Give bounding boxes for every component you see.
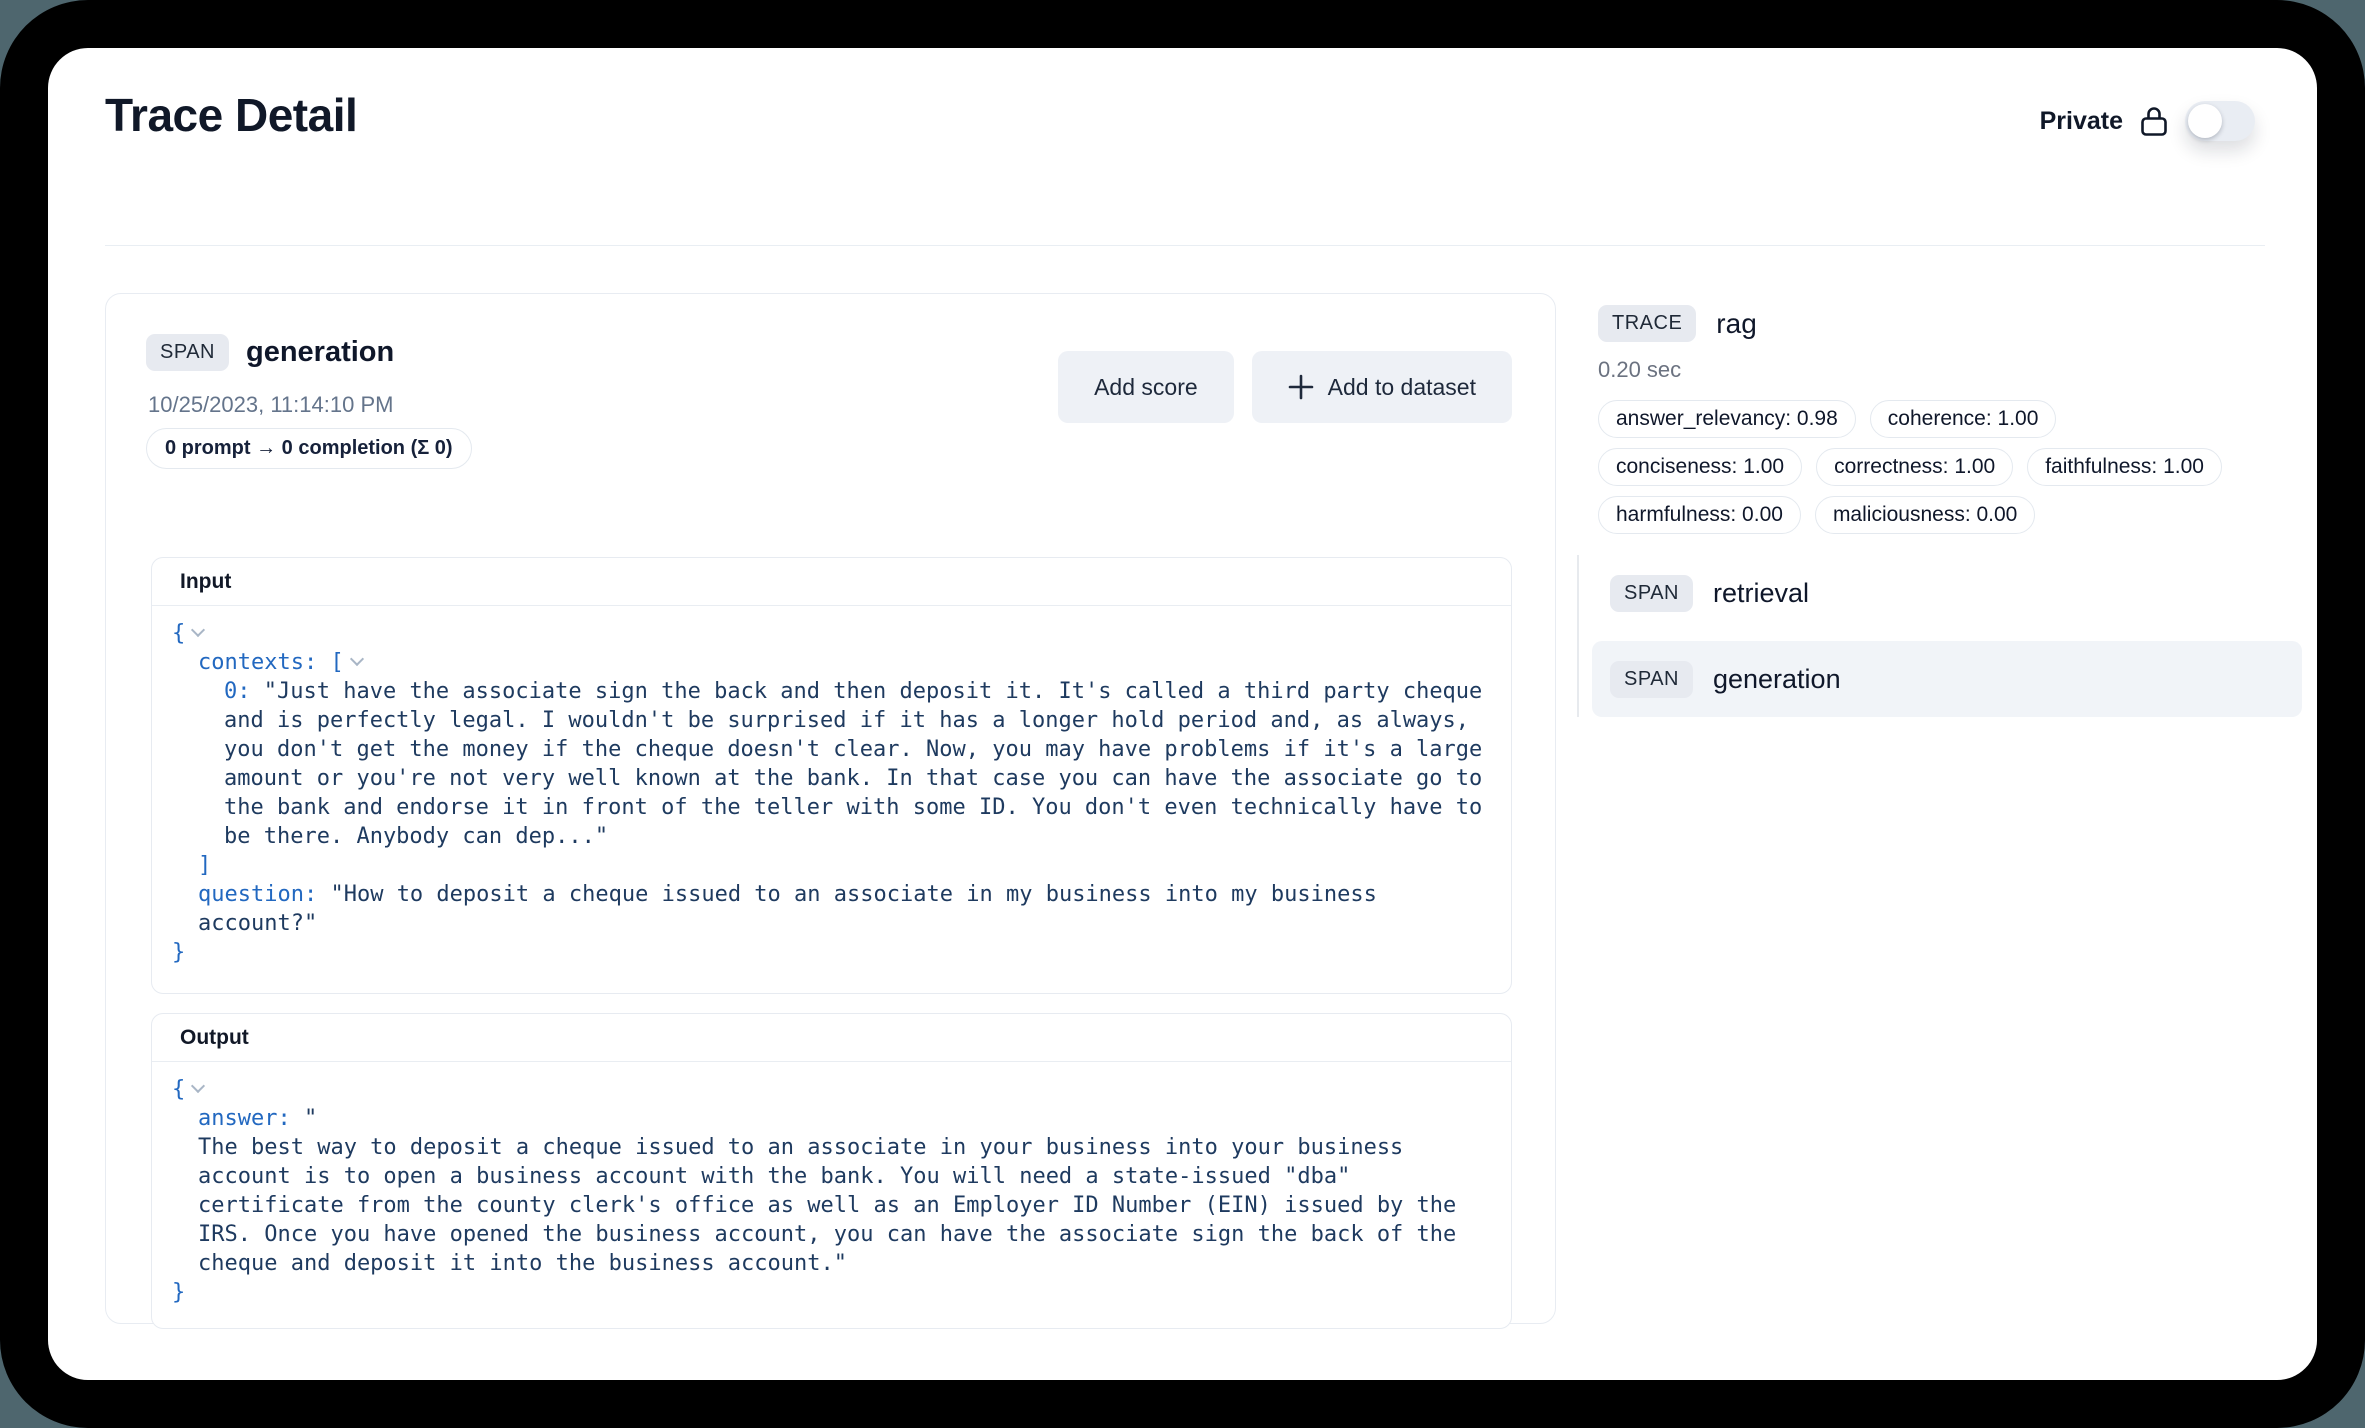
output-panel <box>151 1013 1512 1329</box>
code-punct: ] <box>198 853 212 878</box>
code-string: be there. Anybody can dep..." <box>224 824 609 849</box>
code-line <box>172 677 1491 706</box>
code-line <box>172 909 1491 938</box>
score-pill-row <box>1598 448 2317 486</box>
private-label: Private <box>2039 106 2123 135</box>
code-string: you don't get the money if the cheque doesn't clear. Now, you may have problems if it's a large <box>224 737 1483 762</box>
span-type-badge: SPAN <box>1610 575 1693 612</box>
span-type-badge: SPAN <box>1610 661 1693 698</box>
code-punct: } <box>172 940 186 965</box>
code-line <box>172 1104 1491 1133</box>
private-toggle-knob[interactable] <box>2188 104 2222 138</box>
code-string: amount or you're not very well known at the bank. In that case you can have the associate go to <box>224 766 1483 791</box>
code-string: the bank and endorse it in front of the teller with some ID. You don't even technically have to <box>224 795 1483 820</box>
lock-icon <box>2139 105 2169 137</box>
app-card <box>48 48 2317 1380</box>
collapse-chevron-icon[interactable] <box>192 624 205 637</box>
score-badge: faithfulness: 1.00 <box>2027 448 2222 486</box>
trace-duration: 0.20 sec <box>1598 357 1682 382</box>
code-string: cheque and deposit it into the business account." <box>198 1251 848 1276</box>
code-string: and is perfectly legal. I wouldn't be surprised if it has a longer hold period and, as always, <box>224 708 1470 733</box>
code-line <box>172 851 1491 880</box>
input-panel <box>151 557 1512 994</box>
input-json-viewer <box>152 606 1511 987</box>
header-divider <box>105 245 2265 246</box>
observation-title-row <box>146 334 394 371</box>
score-badge: maliciousness: 0.00 <box>1815 496 2035 534</box>
code-line <box>172 619 1491 648</box>
score-pill-row <box>1598 496 2317 534</box>
score-badges <box>1598 400 2317 534</box>
code-string: IRS. Once you have opened the business account, you can have the associate sign the back of the <box>198 1222 1457 1247</box>
trace-name: rag <box>1716 307 1757 339</box>
observation-name: generation <box>245 336 395 368</box>
score-badge: correctness: 1.00 <box>1816 448 2013 486</box>
code-string: certificate from the county clerk's office as well as an Employer ID Number (EIN) issued by the <box>198 1193 1457 1218</box>
score-badge: harmfulness: 0.00 <box>1598 496 1801 534</box>
code-line <box>172 648 1491 677</box>
observation-actions <box>1058 351 1512 423</box>
output-json-viewer <box>152 1062 1511 1327</box>
span-type-badge: SPAN <box>146 334 229 371</box>
code-line <box>172 1075 1491 1104</box>
observation-timestamp: 10/25/2023, 11:14:10 PM <box>148 392 394 417</box>
code-punct: { <box>172 621 186 646</box>
code-line <box>172 938 1491 967</box>
privacy-control <box>2040 101 2255 141</box>
code-line <box>172 1133 1491 1162</box>
code-line <box>172 822 1491 851</box>
code-line <box>172 706 1491 735</box>
collapse-chevron-icon[interactable] <box>351 653 364 666</box>
code-string: account is to open a business account with the bank. You will need a state-issued "dba" <box>198 1164 1351 1189</box>
span-item-generation[interactable] <box>1592 641 2302 717</box>
score-badge: conciseness: 1.00 <box>1598 448 1802 486</box>
code-string: The best way to deposit a cheque issued to an associate in your business into your business <box>198 1135 1404 1160</box>
span-item-label: retrieval <box>1712 577 1810 608</box>
token-usage-badge: 0 prompt → 0 completion (Σ 0) <box>146 428 472 469</box>
code-key: 0: <box>224 679 251 704</box>
code-string: account?" <box>198 911 318 936</box>
code-string: " <box>290 1106 318 1131</box>
code-punct: { <box>172 1077 186 1102</box>
code-string: "Just have the associate sign the back and then deposit it. It's called a third party cheque <box>250 679 1483 704</box>
code-key: question: <box>198 882 318 907</box>
code-line <box>172 764 1491 793</box>
code-line <box>172 1278 1491 1307</box>
code-line <box>172 880 1491 909</box>
observation-tree <box>1577 555 2302 717</box>
score-badge: answer_relevancy: 0.98 <box>1598 400 1856 438</box>
code-punct: } <box>172 1280 186 1305</box>
code-string: "How to deposit a cheque issued to an associate in my business into my business <box>317 882 1377 907</box>
observation-detail-card <box>105 293 1556 1324</box>
span-item-retrieval[interactable] <box>1592 555 2302 631</box>
add-to-dataset-label: Add to dataset <box>1327 373 1476 400</box>
code-line <box>172 793 1491 822</box>
add-to-dataset-button[interactable] <box>1252 351 1512 423</box>
collapse-chevron-icon[interactable] <box>192 1080 205 1093</box>
output-panel-title: Output <box>152 1014 1511 1062</box>
score-badge: coherence: 1.00 <box>1870 400 2057 438</box>
private-toggle[interactable] <box>2185 101 2255 141</box>
code-key: contexts: <box>198 650 318 675</box>
plus-icon <box>1288 374 1314 400</box>
span-item-label: generation <box>1712 663 1841 694</box>
code-key: answer: <box>198 1106 291 1131</box>
code-line <box>172 1249 1491 1278</box>
code-line <box>172 1162 1491 1191</box>
page-title: Trace Detail <box>105 89 358 141</box>
add-score-button[interactable]: Add score <box>1058 351 1234 423</box>
input-panel-title: Input <box>152 558 1511 606</box>
trace-title-row <box>1598 305 2317 342</box>
trace-panel <box>1577 305 2317 717</box>
score-pill-row <box>1598 400 2317 438</box>
code-line <box>172 1220 1491 1249</box>
code-line <box>172 735 1491 764</box>
code-line <box>172 1191 1491 1220</box>
trace-type-badge: TRACE <box>1598 305 1696 342</box>
code-punct: [ <box>317 650 344 675</box>
